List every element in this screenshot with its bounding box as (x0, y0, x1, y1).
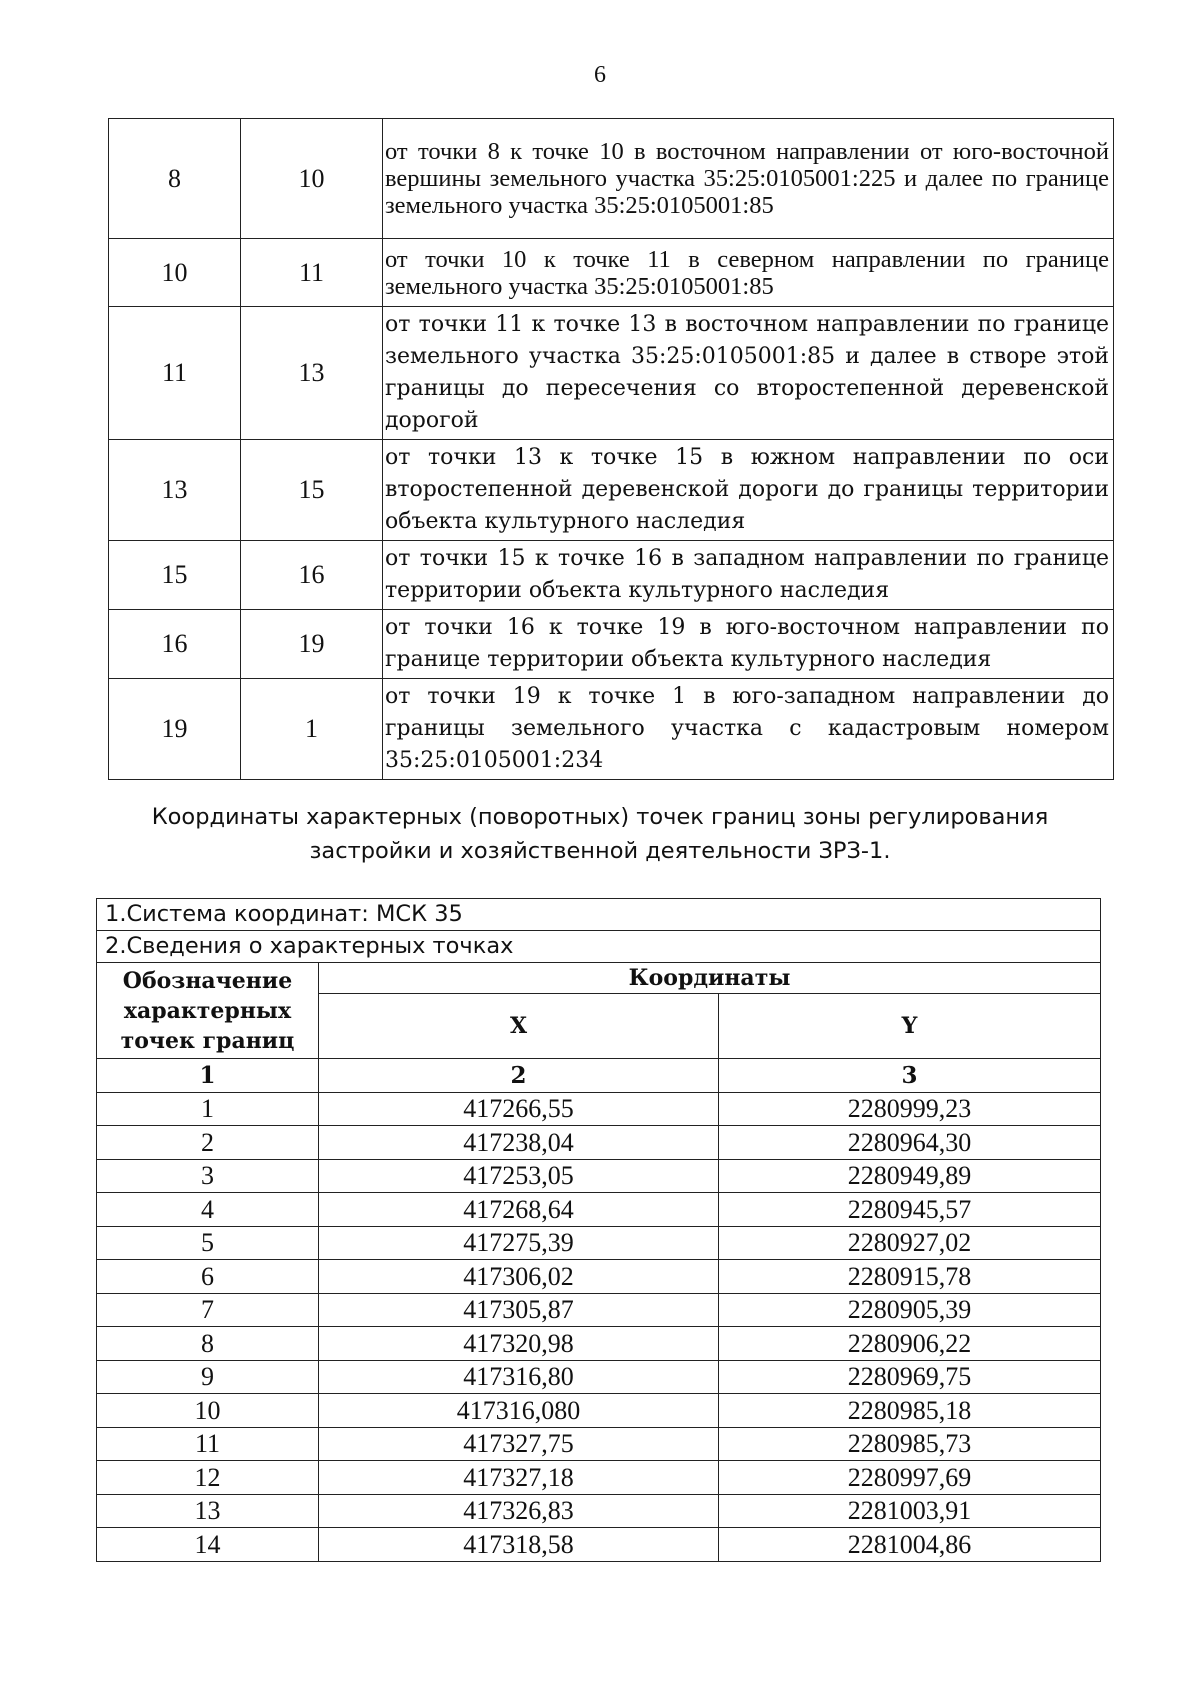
x-coordinate: 417268,64 (319, 1193, 719, 1227)
y-header: Y (719, 994, 1101, 1059)
route-description: от точки 15 к точке 16 в западном направлении по границе территории объекта культурного наследия (383, 541, 1114, 610)
y-coordinate: 2280949,89 (719, 1159, 1101, 1193)
page-number: 6 (594, 62, 606, 88)
table-row (109, 119, 1114, 239)
points-info: 2.Сведения о характерных точках (97, 931, 1101, 963)
section-caption (100, 800, 1100, 868)
table-row (97, 1360, 1101, 1394)
to-point: 1 (241, 679, 383, 780)
table-row (109, 541, 1114, 610)
to-point: 11 (241, 239, 383, 307)
x-coordinate: 417305,87 (319, 1293, 719, 1327)
route-description: от точки 10 к точке 11 в северном направлении по границе земельного участка 35:25:0105001:85 (383, 239, 1114, 307)
y-coordinate: 2280997,69 (719, 1461, 1101, 1495)
caption-line: застройки и хозяйственной деятельности ЗРЗ-1. (309, 838, 891, 864)
from-point: 11 (109, 307, 241, 440)
x-coordinate: 417327,75 (319, 1427, 719, 1461)
route-description-table (108, 118, 1114, 780)
x-coordinate: 417318,58 (319, 1528, 719, 1562)
table-row (109, 679, 1114, 780)
point-id: 9 (97, 1360, 319, 1394)
to-point: 13 (241, 307, 383, 440)
table-row (97, 1461, 1101, 1495)
from-point: 15 (109, 541, 241, 610)
x-coordinate: 417326,83 (319, 1494, 719, 1528)
point-id: 3 (97, 1159, 319, 1193)
y-coordinate: 2281004,86 (719, 1528, 1101, 1562)
x-coordinate: 417275,39 (319, 1226, 719, 1260)
route-description: от точки 16 к точке 19 в юго-восточном направлении по границе территории объекта культурного наследия (383, 610, 1114, 679)
point-id: 11 (97, 1427, 319, 1461)
y-coordinate: 2280905,39 (719, 1293, 1101, 1327)
point-id: 14 (97, 1528, 319, 1562)
point-id: 10 (97, 1394, 319, 1428)
table-row (97, 1126, 1101, 1160)
x-coordinate: 417266,55 (319, 1092, 719, 1126)
column-number: 2 (319, 1059, 719, 1093)
table-row (109, 239, 1114, 307)
y-coordinate: 2281003,91 (719, 1494, 1101, 1528)
table-row (97, 1226, 1101, 1260)
table-row (97, 1293, 1101, 1327)
table-row (97, 1528, 1101, 1562)
y-coordinate: 2280964,30 (719, 1126, 1101, 1160)
column-number-row (97, 1059, 1101, 1093)
route-description: от точки 8 к точке 10 в восточном направлении от юго-восточной вершины земельного участка 35:25:0105001:225 и далее по границе земельного участка 35:25:0105001:85 (383, 119, 1114, 239)
coordinates-table (96, 898, 1101, 1562)
coordinates-header: Координаты (319, 963, 1101, 994)
table-row (109, 610, 1114, 679)
y-coordinate: 2280985,18 (719, 1394, 1101, 1428)
y-coordinate: 2280945,57 (719, 1193, 1101, 1227)
to-point: 15 (241, 440, 383, 541)
table-row (97, 899, 1101, 931)
table-row (97, 1159, 1101, 1193)
table-row (97, 1494, 1101, 1528)
x-coordinate: 417238,04 (319, 1126, 719, 1160)
y-coordinate: 2280915,78 (719, 1260, 1101, 1294)
point-id: 7 (97, 1293, 319, 1327)
table-row (109, 440, 1114, 541)
x-header: X (319, 994, 719, 1059)
point-id: 4 (97, 1193, 319, 1227)
y-coordinate: 2280927,02 (719, 1226, 1101, 1260)
from-point: 10 (109, 239, 241, 307)
table-row (109, 307, 1114, 440)
table-row (97, 931, 1101, 963)
designation-header: Обозначение характерных точек границ (97, 963, 319, 1059)
x-coordinate: 417327,18 (319, 1461, 719, 1495)
point-id: 6 (97, 1260, 319, 1294)
table-row (97, 1193, 1101, 1227)
table-row (97, 1260, 1101, 1294)
from-point: 16 (109, 610, 241, 679)
y-coordinate: 2280906,22 (719, 1327, 1101, 1361)
point-id: 13 (97, 1494, 319, 1528)
column-number: 1 (97, 1059, 319, 1093)
table-row (97, 1327, 1101, 1361)
table-row (97, 1427, 1101, 1461)
column-number: 3 (719, 1059, 1101, 1093)
caption-line: Координаты характерных (поворотных) точек границ зоны регулирования (151, 804, 1049, 830)
to-point: 16 (241, 541, 383, 610)
point-id: 8 (97, 1327, 319, 1361)
x-coordinate: 417320,98 (319, 1327, 719, 1361)
point-id: 5 (97, 1226, 319, 1260)
x-coordinate: 417316,80 (319, 1360, 719, 1394)
to-point: 10 (241, 119, 383, 239)
route-description: от точки 19 к точке 1 в юго-западном направлении до границы земельного участка с кадастровым номером 35:25:0105001:234 (383, 679, 1114, 780)
table-header-row (97, 963, 1101, 994)
x-coordinate: 417316,080 (319, 1394, 719, 1428)
coordinate-system: 1.Система координат: МСК 35 (97, 899, 1101, 931)
point-id: 2 (97, 1126, 319, 1160)
point-id: 12 (97, 1461, 319, 1495)
y-coordinate: 2280999,23 (719, 1092, 1101, 1126)
table-row (97, 1092, 1101, 1126)
y-coordinate: 2280969,75 (719, 1360, 1101, 1394)
from-point: 19 (109, 679, 241, 780)
to-point: 19 (241, 610, 383, 679)
x-coordinate: 417306,02 (319, 1260, 719, 1294)
from-point: 8 (109, 119, 241, 239)
point-id: 1 (97, 1092, 319, 1126)
route-description: от точки 13 к точке 15 в южном направлении по оси второстепенной деревенской дороги до границы территории объекта культурного наследия (383, 440, 1114, 541)
y-coordinate: 2280985,73 (719, 1427, 1101, 1461)
x-coordinate: 417253,05 (319, 1159, 719, 1193)
from-point: 13 (109, 440, 241, 541)
table-row (97, 1394, 1101, 1428)
route-description: от точки 11 к точке 13 в восточном направлении по границе земельного участка 35:25:0105001:85 и далее в створе этой границы до пересечения со второстепенной деревенской дорогой (383, 307, 1114, 440)
